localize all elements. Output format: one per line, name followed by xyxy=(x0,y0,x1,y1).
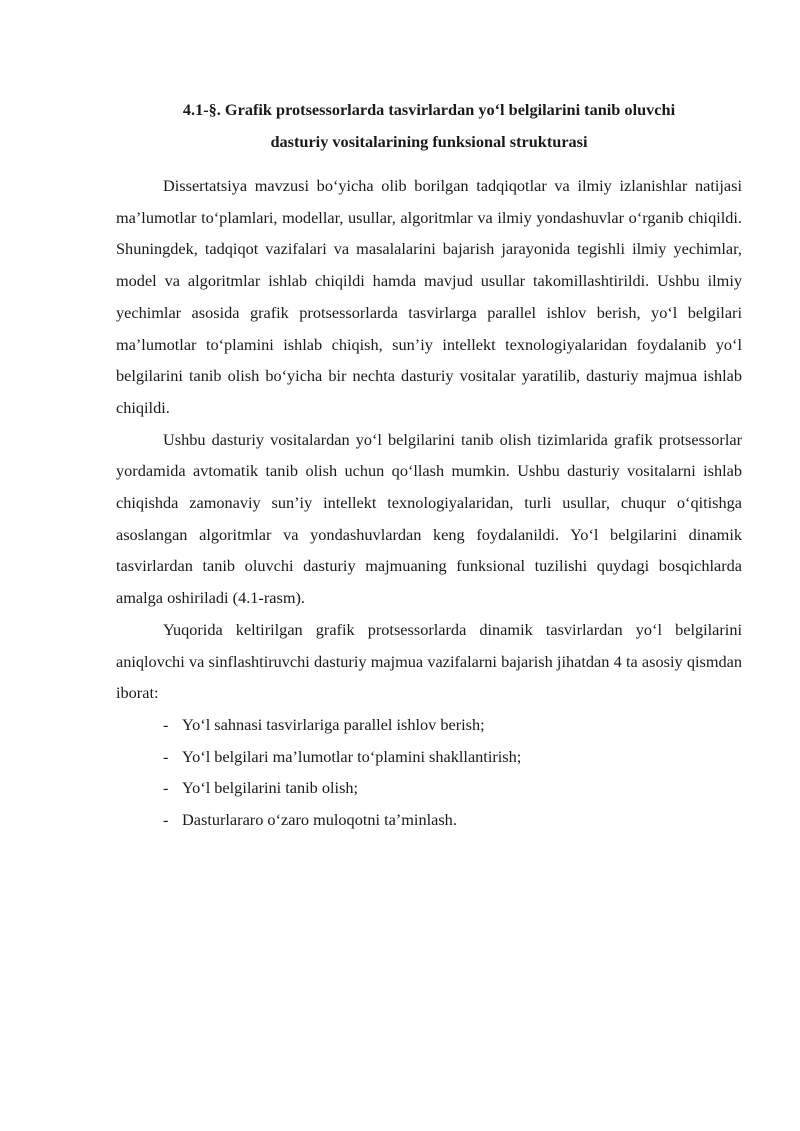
list-item-text: Yo‘l belgilari ma’lumotlar to‘plamini shakllantirish; xyxy=(182,746,522,766)
paragraph-3: Yuqorida keltirilgan grafik protsessorlarda dinamik tasvirlardan yo‘l belgilarini aniqlovchi va sinflashtiruvchi dasturiy majmua vazifalarni bajarish jihatdan 4 ta asosiy qismdan iborat: xyxy=(116,619,742,703)
list-item xyxy=(163,804,742,836)
list-dash: - xyxy=(163,810,169,830)
list-item xyxy=(163,772,742,804)
list-item-text: Dasturlararo o‘zaro muloqotni ta’minlash. xyxy=(182,810,457,830)
list-item xyxy=(163,709,742,741)
document-page xyxy=(116,94,742,836)
list-dash: - xyxy=(163,778,169,798)
list-dash: - xyxy=(163,714,169,734)
paragraph-2: Ushbu dasturiy vositalardan yo‘l belgilarini tanib olish tizimlarida grafik protsessorlar yordamida avtomatik tanib olish uchun qo‘llash mumkin. Ushbu dasturiy vositalarni ishlab chiqishda zamonaviy sun’iy intellekt texnologiyalaridan, turli usullar, chuqur o‘qitishga asoslangan algoritmlar va yondashuvlardan keng foydalanildi. Yo‘l belgilarini dinamik tasvirlardan tanib oluvchi dasturiy majmuaning funksional tuzilishi quydagi bosqichlarda amalga oshiriladi (4.1-rasm). xyxy=(116,429,742,608)
section-heading-line-2: dasturiy vositalarining funksional strukturasi xyxy=(270,132,588,151)
list-item-text: Yo‘l belgilarini tanib olish; xyxy=(182,778,359,798)
component-list xyxy=(116,709,742,836)
paragraph-1: Dissertatsiya mavzusi bo‘yicha olib borilgan tadqiqotlar va ilmiy izlanishlar natijasi ma’lumotlar to‘plamlari, modellar, usullar, algoritmlar va ilmiy yondashuvlar o‘rganib chiqildi. Shuningdek, tadqiqot vazifalari va masalalarini bajarish jarayonida tegishli ilmiy yechimlar, model va algoritmlar ishlab chiqildi hamda mavjud usullar takomillashtirildi. Ushbu ilmiy yechimlar asosida grafik protsessorlarda tasvirlarga parallel ishlov berish, yo‘l belgilari ma’lumotlar to‘plamini ishlab chiqish, sun’iy intellekt texnologiyalaridan foydalanib yo‘l belgilarini tanib olish bo‘yicha bir nechta dasturiy vositalar yaratilib, dasturiy majmua ishlab chiqildi. xyxy=(116,176,742,417)
section-heading xyxy=(116,94,742,158)
list-dash: - xyxy=(163,746,169,766)
list-item-text: Yo‘l sahnasi tasvirlariga parallel ishlov berish; xyxy=(182,714,485,734)
list-item xyxy=(163,741,742,773)
section-heading-line-1: 4.1-§. Grafik protsessorlarda tasvirlardan yo‘l belgilarini tanib oluvchi xyxy=(182,100,676,119)
